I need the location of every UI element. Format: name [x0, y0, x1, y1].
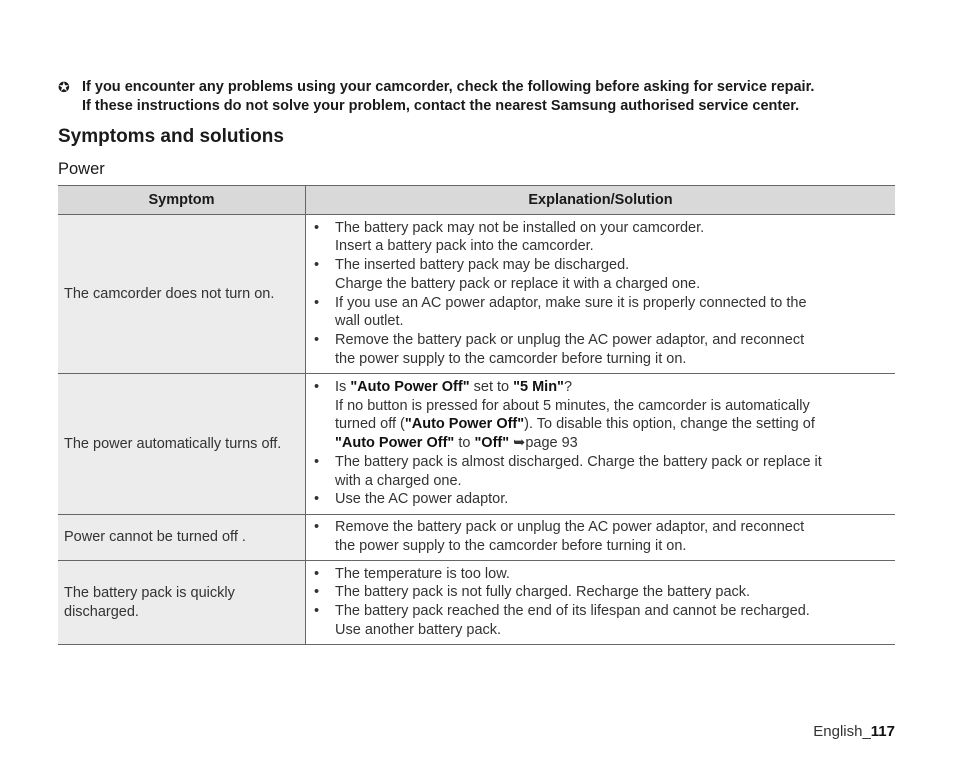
symptom-cell: Power cannot be turned off .: [58, 515, 306, 561]
table-row: [58, 515, 895, 561]
table-row: [58, 374, 895, 515]
solution-cell: [306, 561, 896, 645]
solution-cell: [306, 374, 896, 515]
table-row: [58, 215, 895, 374]
symptom-cell: The camcorder does not turn on.: [58, 215, 306, 374]
star-bullet-icon: ✪: [58, 79, 70, 95]
solution-list: [314, 518, 887, 555]
list-item: • The inserted battery pack may be discharged. Charge the battery pack or replace it with a charged one.: [314, 257, 701, 292]
table-row: [58, 561, 895, 645]
table-header-row: [58, 186, 895, 215]
troubleshooting-table: [58, 185, 895, 645]
list-item: • Use the AC power adaptor.: [314, 491, 509, 508]
header-symptom: Symptom: [58, 186, 306, 215]
subsection-title: Power: [58, 160, 105, 178]
symptom-cell: The battery pack is quickly discharged.: [58, 561, 306, 645]
solution-list: [314, 219, 887, 369]
list-item: • Remove the battery pack or unplug the AC power adaptor, and reconnect the power supply to the camcorder before turning it on.: [314, 331, 805, 367]
solution-list: [314, 378, 887, 509]
list-item: • The battery pack is not fully charged. Recharge the battery pack.: [314, 584, 751, 601]
footer-language: English_: [813, 723, 871, 740]
list-item: • Remove the battery pack or unplug the AC power adaptor, and reconnect the power supply to the camcorder before turning it on.: [314, 519, 805, 554]
list-item: • The battery pack reached the end of its lifespan and cannot be recharged. Use another battery pack.: [314, 603, 810, 638]
intro-line-2: If these instructions do not solve your problem, contact the nearest Samsung authorised service center.: [82, 98, 800, 114]
section-title: Symptoms and solutions: [58, 126, 284, 147]
list-item: • If you use an AC power adaptor, make sure it is properly connected to the wall outlet.: [314, 294, 807, 330]
page-footer: [813, 723, 895, 740]
intro-note: [58, 78, 908, 116]
solution-cell: [306, 215, 896, 374]
list-item: • The temperature is too low.: [314, 565, 510, 582]
solution-list: [314, 565, 887, 640]
list-item: • The battery pack is almost discharged. Charge the battery pack or replace it with a charged one.: [314, 453, 822, 489]
header-solution: Explanation/Solution: [306, 186, 896, 215]
list-item: • Is "Auto Power Off" set to "5 Min"? If no button is pressed for about 5 minutes, the camcorder is automatically turned off ("Auto Power Off"). To disable this option, change the setting of "Auto Power Off" to "Off" ➥page 93: [314, 379, 815, 452]
list-item: • The battery pack may not be installed on your camcorder. Insert a battery pack into the camcorder.: [314, 219, 705, 255]
symptom-cell: The power automatically turns off.: [58, 374, 306, 515]
intro-line-1: If you encounter any problems using your camcorder, check the following before asking for service repair.: [82, 79, 815, 95]
solution-cell: [306, 515, 896, 561]
page-number: 117: [870, 723, 895, 740]
arrow-icon: ➥: [513, 435, 526, 452]
